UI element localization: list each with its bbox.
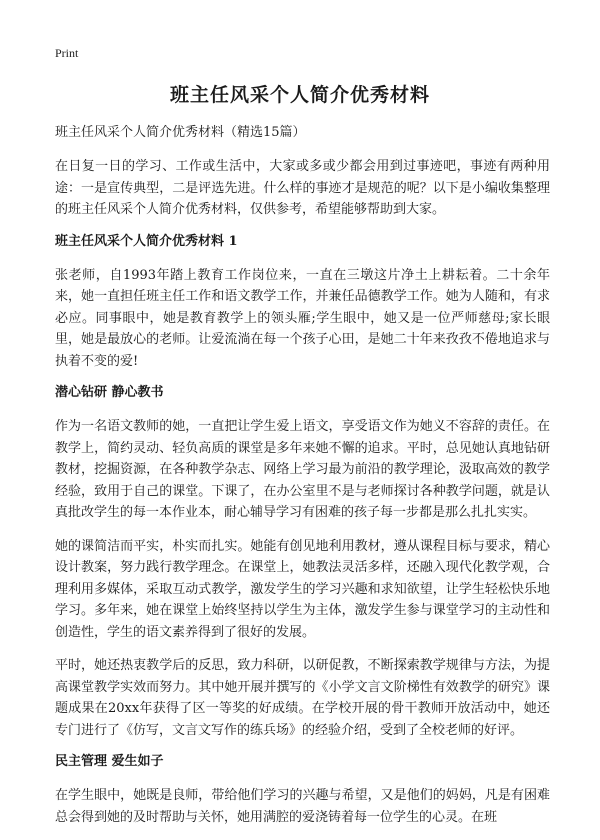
section-heading-3: 民主管理 爱生如子 bbox=[55, 754, 164, 769]
intro-paragraph: 在日复一日的学习、工作或生活中，大家或多或少都会用到过事迹吧，事迹有两种用途：一是宣传典型，二是评选先进。什么样的事迹才是规范的呢？以下是小编收集整理的班主任风采个人简介优秀材料，仅供参考，希望能够帮助到大家。 bbox=[55, 159, 550, 217]
paragraph-3: 她的课简洁而平实，朴实而扎实。她能有创见地利用教材，遵从课程目标与要求，精心设计教案，努力践行教学理念。在课堂上，她教法灵活多样，还融入现代化教学观，合理利用多媒体，采取互动式教学，激发学生的学习兴趣和求知欲望，让学生轻松快乐地学习。多年来，她在课堂上始终坚持以学生为主体，激发学生参与课堂学习的主动性和创造性，学生的语文素养得到了很好的发展。 bbox=[55, 538, 550, 640]
document-subtitle: 班主任风采个人简介优秀材料（精选15篇） bbox=[55, 125, 306, 140]
document-body bbox=[55, 124, 550, 840]
paragraph-2: 作为一名语文教师的她，一直把让学生爱上语文，享受语文作为她义不容辞的责任。在教学上，简约灵动、轻负高质的课堂是多年来她不懈的追求。平时，总见她认真地钻研教材，挖掘资源，在各种教学杂志、网络上学习最为前沿的教学理论，汲取高效的教学经验，致用于自己的课堂。下课了，在办公室里不是与老师探讨各种教学问题，就是认真批改学生的每一本作业本，耐心辅导学习有困难的孩子每一步都是那么扎扎实实。 bbox=[55, 419, 550, 520]
section-heading-2: 潜心钻研 静心教书 bbox=[55, 385, 164, 400]
section-heading-1: 班主任风采个人简介优秀材料 1 bbox=[55, 233, 238, 249]
paragraph-1: 张老师，自1993年踏上教育工作岗位来，一直在三墩这片净土上耕耘着。二十余年来，她一直担任班主任工作和语文教学工作，并兼任品德教学工作。她为人随和，有求必应。同事眼中，她是教育教学上的领头雁;学生眼中，她又是一位严师慈母;家长眼里，她是最放心的老师。让爱流淌在每一个孩子心田，是她二十年来孜孜不倦地追求与执着不变的爱! bbox=[55, 267, 550, 369]
paragraph-5: 在学生眼中，她既是良师，带给他们学习的兴趣与希望，又是他们的妈妈，凡是有困难总会得到她的及时帮助与关怀，她用满腔的爱浇铸着每一位学生的心灵。在班 bbox=[55, 788, 550, 825]
print-link[interactable]: Print bbox=[55, 46, 79, 60]
paragraph-4: 平时，她还热衷教学后的反思，致力科研，以研促教，不断探索教学规律与方法，为提高课堂教学实效而努力。其中她开展并撰写的《小学文言文阶梯性有效教学的研究》课题成果在20xx年获得了区一等奖的好成绩。在学校开展的骨干教师开放活动中，她还专门进行了《仿写，文言文写作的练兵场》的经验介绍，受到了全校老师的好评。 bbox=[55, 658, 550, 738]
page-title: 班主任风采个人简介优秀材料 bbox=[169, 84, 430, 106]
